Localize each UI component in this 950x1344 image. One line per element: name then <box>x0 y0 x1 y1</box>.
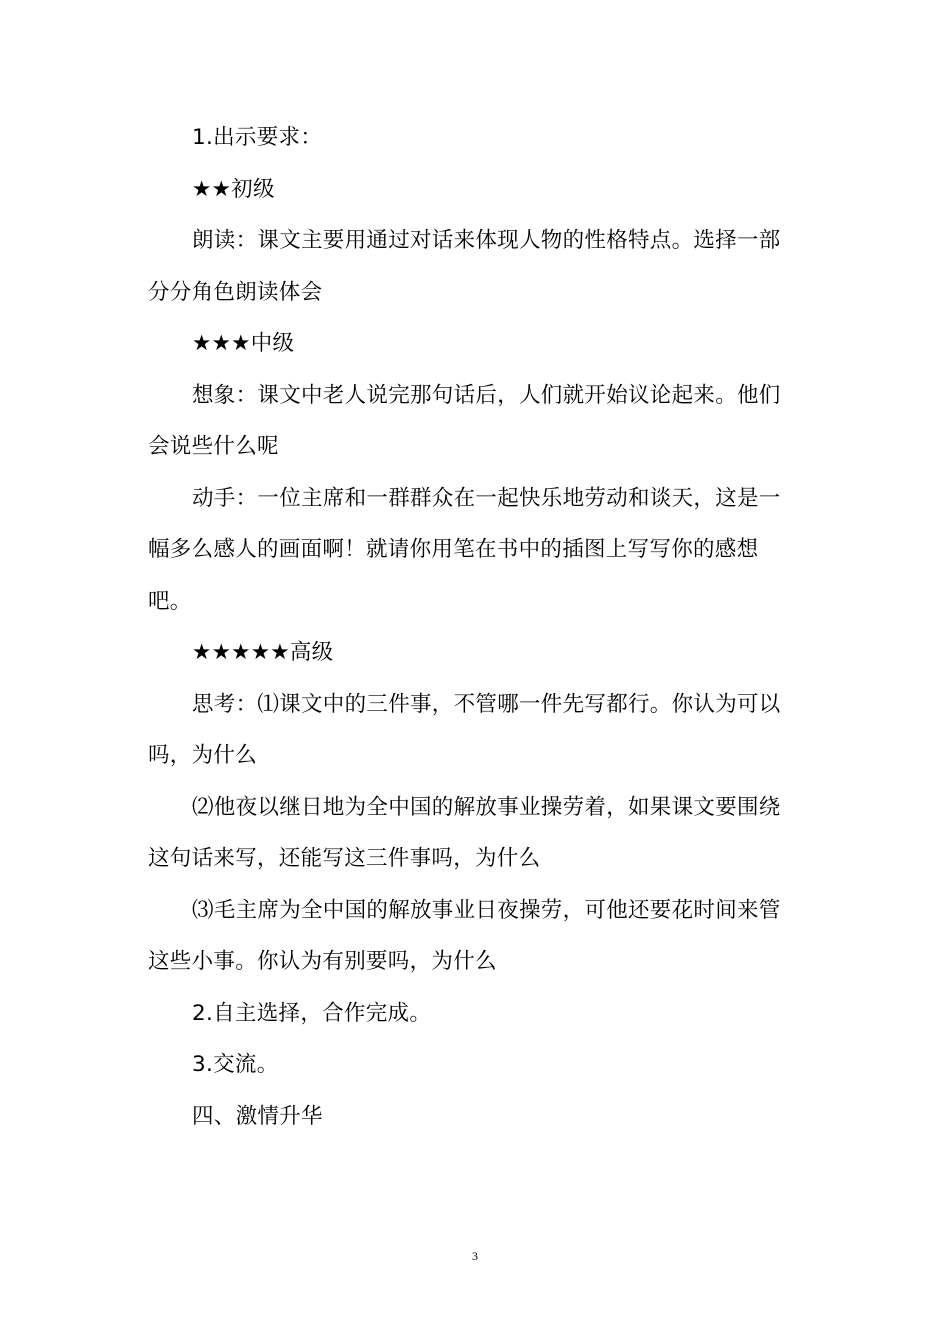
paragraph-requirements-heading: 1.出示要求： <box>192 125 323 150</box>
paragraph-reading-task: 朗读：课文主要用通过对话来体现人物的性格特点。选择一部分分角色朗读体会 <box>148 228 781 305</box>
paragraph-level-intermediate: ★★★中级 <box>192 331 295 356</box>
paragraph-hands-on-task: 动手：一位主席和一群群众在一起快乐地劳动和谈天，这是一幅多么感人的画面啊！就请你用笔在书中的插图上写写你的感想吧。 <box>148 485 781 614</box>
paragraph-level-advanced: ★★★★★高级 <box>192 640 334 665</box>
document-body <box>148 112 798 1142</box>
section-heading-four: 四、激情升华 <box>192 1103 323 1129</box>
paragraph-imagination-task: 想象：课文中老人说完那句话后，人们就开始议论起来。他们会说些什么呢 <box>148 382 781 459</box>
paragraph-exchange: 3.交流。 <box>192 1052 279 1077</box>
paragraph-self-selection: 2.自主选择，合作完成。 <box>192 1000 432 1026</box>
paragraph-thinking-question-3: ⑶毛主席为全中国的解放事业日夜操劳，可他还要花时间来管这些小事。你认为有别要吗，为什么 <box>148 897 781 974</box>
paragraph-thinking-question-2: ⑵他夜以继日地为全中国的解放事业操劳着，如果课文要围绕这句话来写，还能写这三件事吗，为什么 <box>148 794 781 871</box>
paragraph-level-beginner: ★★初级 <box>192 176 275 202</box>
page-number: 3 <box>472 1249 478 1263</box>
paragraph-thinking-question-1: 思考：⑴课文中的三件事，不管哪一件先写都行。你认为可以吗，为什么 <box>148 691 781 768</box>
